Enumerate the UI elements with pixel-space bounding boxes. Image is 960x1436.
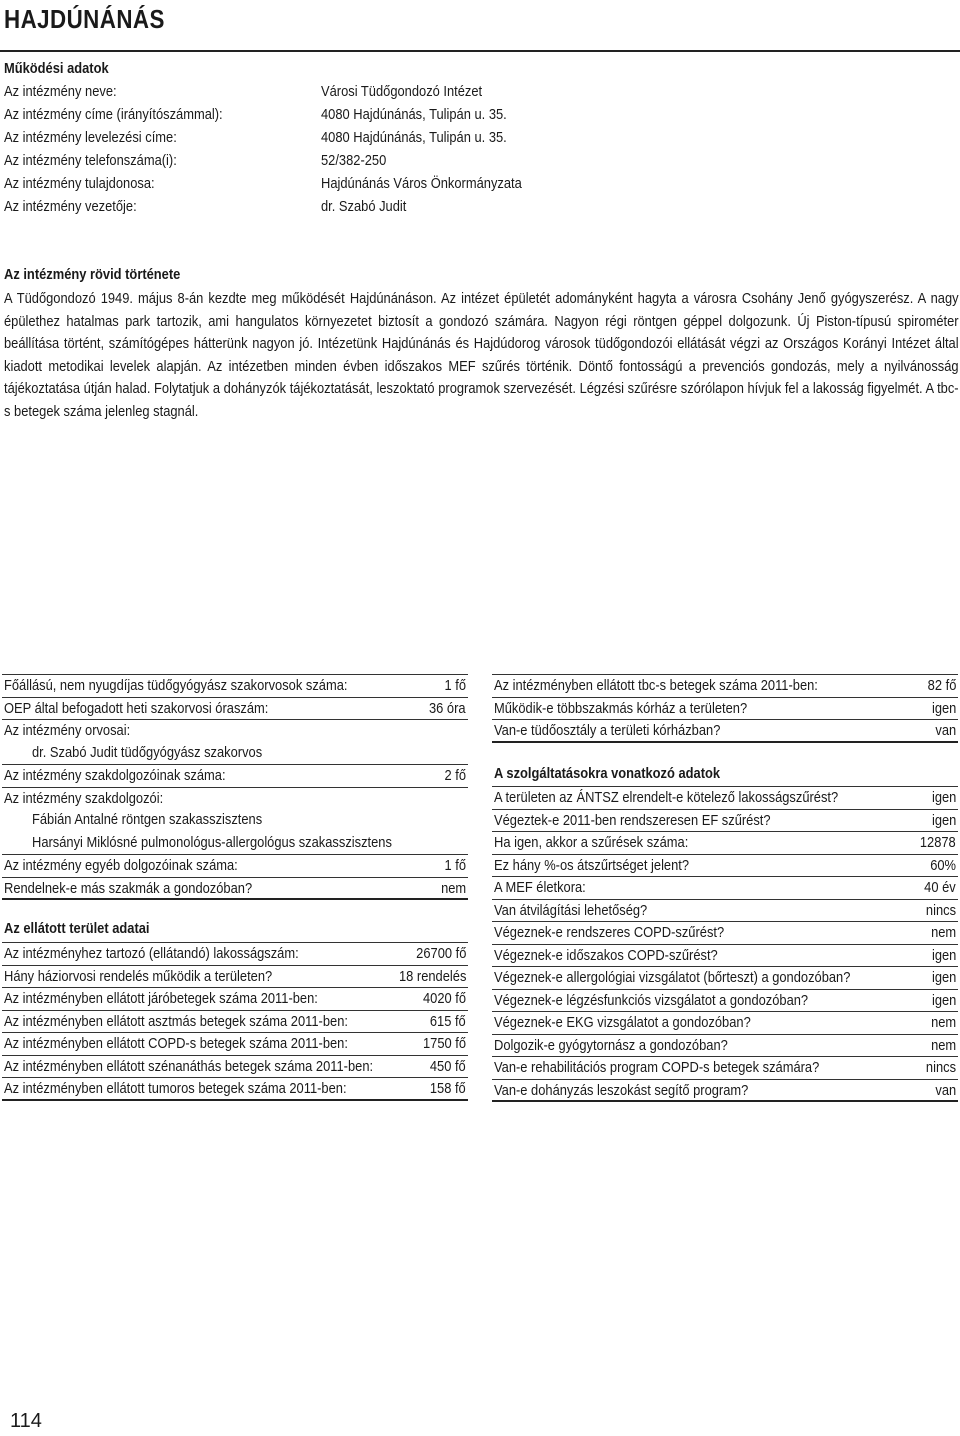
table-row [492,809,958,832]
row-label: Az intézmény szakdolgozóinak száma: [4,767,226,784]
row-label: Az intézményben ellátott járóbetegek száma 2011-ben: [4,990,318,1007]
table-row [2,764,468,787]
row-label: Van-e tüdőosztály a területi kórházban? [494,722,721,739]
row-label: Az intézményben ellátott szénanáthás betegek száma 2011-ben: [4,1057,374,1075]
table-bottom-rule [2,898,468,900]
table-row [492,921,958,944]
row-label: Az intézmény szakdolgozói: [4,789,164,807]
row-label: Az intézményben ellátott tbc-s betegek száma 2011-ben: [494,677,818,694]
row-value: 1 fő [444,857,466,874]
row-label: Főállású, nem nyugdíjas tüdőgyógyász szakorvosok száma: [4,677,348,694]
row-label: Ha igen, akkor a szűrések száma: [494,834,689,851]
table-row [2,965,468,988]
table-bottom-rule [492,741,958,743]
table-row [492,966,958,989]
row-label: A MEF életkora: [494,879,586,896]
row-value: nem [930,924,956,941]
table-row [2,1055,468,1078]
row-label: Ez hány %-os átszűrtséget jelent? [494,856,690,874]
table-row [492,1034,958,1057]
table-row [492,786,958,809]
section-title-tortenete: Az intézmény rövid története [4,266,181,283]
row-value: nem [440,879,466,897]
table-row [2,1077,468,1100]
row-value: 1 fő [444,677,466,694]
row-label: Végeznek-e rendszeres COPD-szűrést? [494,924,725,941]
table-row [2,1010,468,1033]
row-value: nem [930,1036,956,1054]
row-value: van [935,722,956,739]
history-paragraph: A Tüdőgondozó 1949. május 8-án kezdte meg működését Hajdúnánáson. Az intézet épületét adományként hagyta a városra Csohány Jenő gyógyszerész. A nagy épülethez hatalmas park tartozik, ami hangulatos környezetet biztosít a gondozó számára. Nagyon régi röntgen géppel dolgozunk. Új Piston-típusú spirométer beállítása történt, számítógépes hátterünk nagyon jó. Intézetünk Hajdúnánás és Hajdúdorog városok tüdőgondozói ellátását végzi az Országos Korányi Intézet által kiadott metodikai levelek alapján. Az intézetben minden évben időszakos MEF szűrés történik. Döntő fontosságú a prevenciós gondozás, mely a nyilvánosság tájékoztatása útján halad. Folytatjuk a dohányzók tájékoztatását, leszoktató programok szervezését. Légzési szűrésre szórólapon hívjuk fel a lakosság figyelmét. A tbc-s betegek száma jelenleg stagnál. [4,290,959,420]
row-label: Működik-e többszakmás kórház a területen? [494,699,748,717]
row-label: A területen az ÁNTSZ elrendelt-e kötelező lakosságszűrést? [494,789,839,806]
table-row [2,1032,468,1055]
table-row [492,876,958,899]
row-label: Hány háziorvosi rendelés működik a területen? [4,967,273,985]
row-label: Az intézmény orvosai: [4,722,131,739]
row-label: Az intézményben ellátott tumoros betegek száma 2011-ben: [4,1080,347,1097]
table-row [492,719,958,742]
info-label: Az intézmény telefonszáma(i): [4,152,177,169]
row-value: 1750 fő [422,1035,466,1052]
row-value: igen [931,946,956,964]
row-value: nem [930,1014,956,1031]
row-label: Rendelnek-e más szakmák a gondozóban? [4,879,253,897]
row-value: 26700 fő [415,945,466,962]
row-value: nincs [925,901,956,919]
row-value: van [935,1081,956,1099]
table-row [492,854,958,877]
page-title: HAJDÚNÁNÁS [4,4,165,34]
table-row [2,854,468,877]
row-value: 36 óra [429,699,466,717]
row-label: Végeztek-e 2011-ben rendszeresen EF szűrést? [494,811,771,829]
row-label: Van-e dohányzás leszokást segítő program? [494,1081,749,1099]
row-value: 40 év [924,879,956,896]
info-label: Az intézmény címe (irányítószámmal): [4,106,223,123]
row-label: Van átvilágítási lehetőség? [494,901,648,919]
table-row [2,697,468,720]
table-row [2,809,468,832]
row-label: Dolgozik-e gyógytornász a gondozóban? [494,1036,728,1054]
row-label: Az intézményhez tartozó (ellátandó) lakosságszám: [4,945,299,962]
row-value: 450 fő [430,1057,466,1075]
row-value: nincs [925,1059,956,1076]
table-row [492,1056,958,1079]
row-value: 82 fő [927,677,956,694]
row-label: Végeznek-e légzésfunkciós vizsgálatot a gondozóban? [494,991,809,1009]
table-row [2,674,468,697]
row-value: 12878 [920,834,956,851]
row-value: 158 fő [430,1080,466,1097]
table-row [2,787,468,810]
info-label: Az intézmény levelezési címe: [4,129,177,146]
table-row [492,831,958,854]
row-label: Van-e rehabilitációs program COPD-s betegek számára? [494,1059,820,1076]
info-value: dr. Szabó Judit [321,198,407,215]
row-label: Végeznek-e EKG vizsgálatot a gondozóban? [494,1014,751,1031]
row-value: 2 fő [444,767,466,784]
table-row [2,987,468,1010]
table-bottom-rule [2,1099,468,1101]
table-row [2,877,468,900]
table-row [2,832,468,855]
info-label: Az intézmény tulajdonosa: [4,175,155,192]
row-label: Az intézmény egyéb dolgozóinak száma: [4,857,238,874]
table-row [492,1079,958,1102]
row-label: OEP által befogadott heti szakorvosi óraszám: [4,699,269,717]
row-label: dr. Szabó Judit tüdőgyógyász szakorvos [32,743,263,761]
row-label: Az intézményben ellátott asztmás betegek száma 2011-ben: [4,1012,348,1030]
row-value: igen [931,811,956,829]
table-row [492,899,958,922]
table-row [492,1011,958,1034]
table-row [492,989,958,1012]
row-value: igen [931,991,956,1009]
table-row [492,944,958,967]
row-value: igen [931,699,956,717]
table-row [492,697,958,720]
row-value: igen [931,969,956,986]
row-label: Végeznek-e allergológiai vizsgálatot (bőrteszt) a gondozóban? [494,969,851,986]
info-value: 4080 Hajdúnánás, Tulipán u. 35. [321,129,507,146]
info-value: Városi Tüdőgondozó Intézet [321,83,483,100]
title-rule [0,50,960,52]
row-label: Harsányi Miklósné pulmonológus-allergológus szakasszisztens [32,833,392,851]
info-value: 52/382-250 [321,152,387,169]
row-label: Fábián Antalné röntgen szakasszisztens [32,811,263,828]
table-row [2,942,468,965]
table-row [2,742,468,765]
info-value: 4080 Hajdúnánás, Tulipán u. 35. [321,106,507,123]
table-row [2,719,468,742]
info-label: Az intézmény neve: [4,83,117,100]
row-label: Végeznek-e időszakos COPD-szűrést? [494,946,718,964]
row-value: 18 rendelés [398,967,466,985]
row-label: Az intézményben ellátott COPD-s betegek száma 2011-ben: [4,1035,348,1052]
row-value: 615 fő [430,1012,466,1030]
info-label: Az intézmény vezetője: [4,198,137,215]
info-value: Hajdúnánás Város Önkormányzata [321,175,522,192]
section-title-szolgaltatas: A szolgáltatásokra vonatkozó adatok [494,765,721,782]
section-title-mukodesi: Működési adatok [4,60,109,77]
table-bottom-rule [492,1100,958,1102]
table-row [492,674,958,697]
row-value: igen [931,789,956,806]
page-number: 114 [10,1410,42,1432]
section-title-ellatott: Az ellátott terület adatai [4,920,150,937]
row-value: 60% [930,856,956,874]
row-value: 4020 fő [422,990,466,1007]
